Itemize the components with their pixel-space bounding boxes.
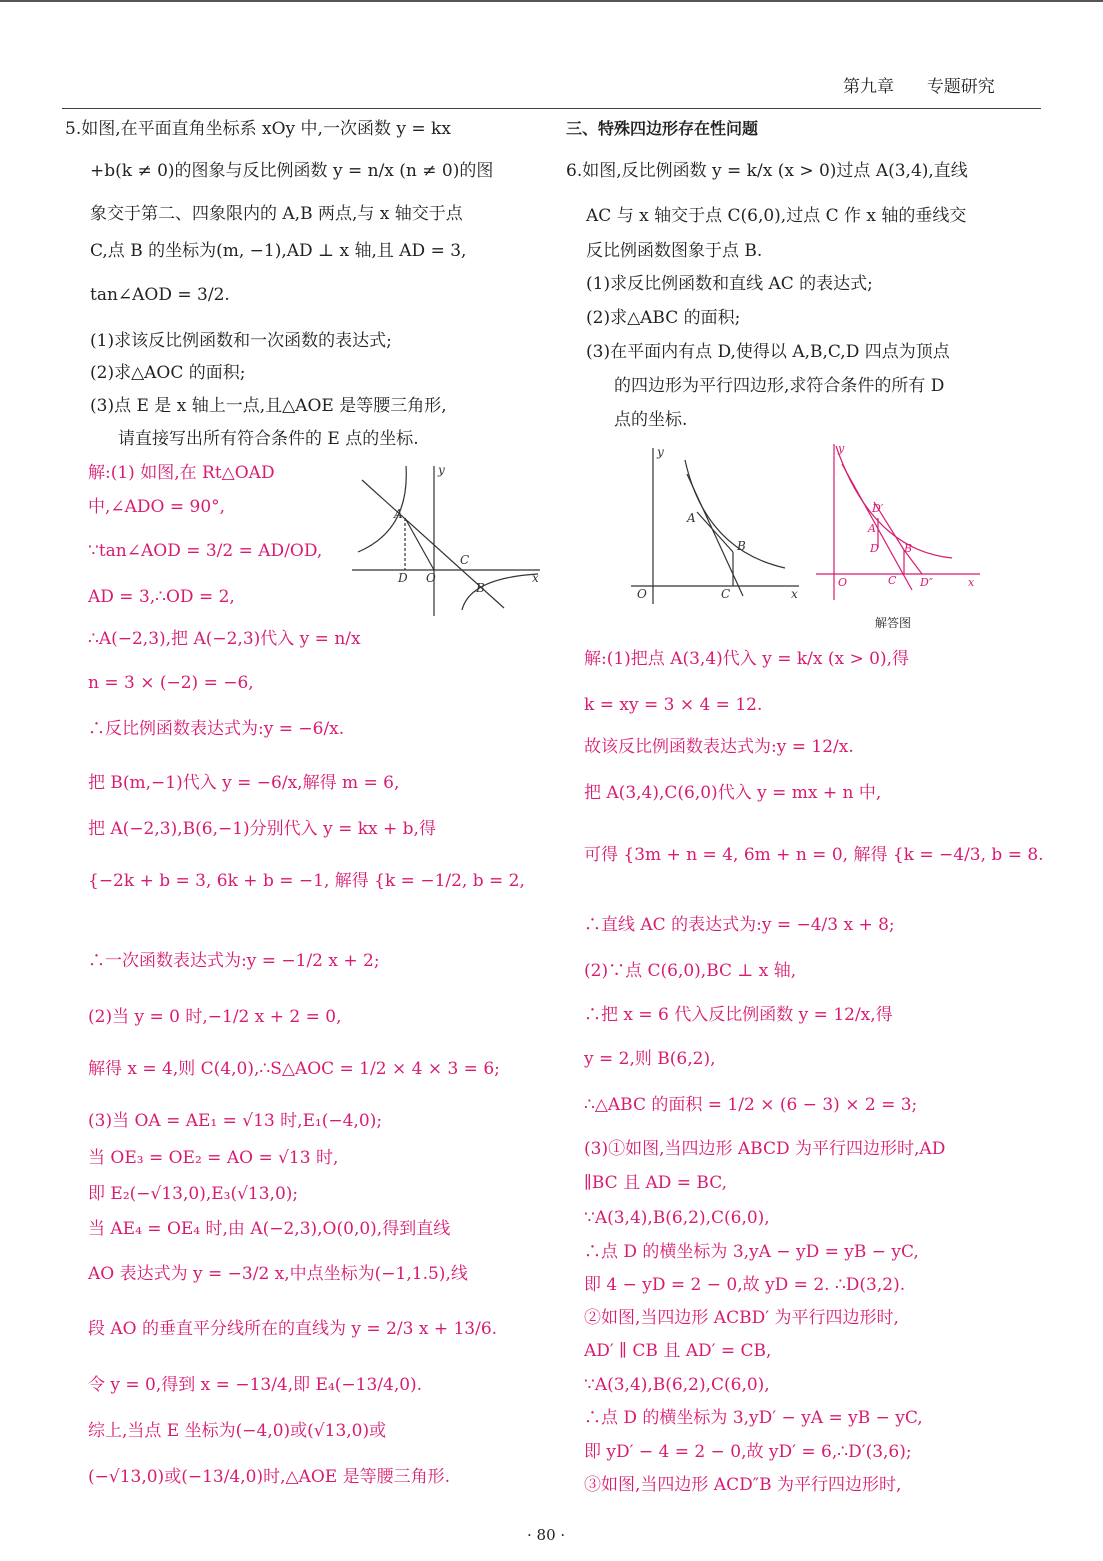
label-x: x	[532, 571, 539, 585]
solution-line: ∴△ABC 的面积 = 1/2 × (6 − 3) × 2 = 3;	[584, 1095, 918, 1115]
label-x: x	[791, 587, 798, 601]
problem-line: 点的坐标.	[614, 410, 688, 430]
label-D: D	[870, 542, 879, 555]
solution-line: ∥BC 且 AD = BC,	[584, 1173, 728, 1193]
solution-line: ∴把 x = 6 代入反比例函数 y = 12/x,得	[584, 1005, 893, 1025]
line-ac	[842, 464, 912, 590]
solution-line: 中,∠ADO = 90°,	[88, 497, 226, 517]
solution-line: 解:(1) 如图,在 Rt△OAD	[88, 463, 275, 483]
label-y: y	[838, 442, 845, 455]
solution-line: AO 表达式为 y = −3/2 x,中点坐标为(−1,1.5),线	[88, 1264, 468, 1284]
page-number: · 80 ·	[527, 1526, 566, 1544]
solution-line: (3)当 OA = AE₁ = √13 时,E₁(−4,0);	[88, 1111, 383, 1131]
solution-line: 段 AO 的垂直平分线所在的直线为 y = 2/3 x + 13/6.	[88, 1319, 498, 1339]
solution-line: (−√13,0)或(−13/4,0)时,△AOE 是等腰三角形.	[88, 1467, 451, 1487]
hyperbola	[685, 460, 785, 568]
line-ac	[687, 474, 743, 596]
label-O: O	[426, 571, 436, 585]
solution-line: ②如图,当四边形 ACBD′ 为平行四边形时,	[584, 1308, 899, 1328]
problem-line: 6.如图,反比例函数 y = k/x (x > 0)过点 A(3,4),直线	[566, 161, 968, 181]
solution-line: ∴一次函数表达式为:y = −1/2 x + 2;	[88, 951, 380, 971]
problem-line: tan∠AOD = 3/2.	[90, 285, 230, 305]
solution-line: AD = 3,∴OD = 2,	[88, 587, 235, 607]
label-y: y	[657, 445, 664, 459]
solution-line: 解:(1)把点 A(3,4)代入 y = k/x (x > 0),得	[584, 649, 909, 669]
solution-line: 故该反比例函数表达式为:y = 12/x.	[584, 737, 854, 757]
problem-figure	[625, 440, 805, 610]
top-border	[0, 0, 1103, 2]
chapter-label: 第九章	[843, 77, 894, 97]
problem-line: 的四边形为平行四边形,求符合条件的所有 D	[614, 376, 945, 396]
solution-line: 综上,当点 E 坐标为(−4,0)或(√13,0)或	[88, 1421, 387, 1441]
label-B: B	[476, 581, 485, 595]
problem-line: (2)求△AOC 的面积;	[90, 363, 246, 383]
label-D-double-prime: D″	[920, 576, 933, 589]
label-B: B	[904, 542, 913, 555]
solution-line: k = xy = 3 × 4 = 12.	[584, 695, 763, 715]
problem-line: 请直接写出所有符合条件的 E 点的坐标.	[118, 429, 419, 449]
solution-line: ∵A(3,4),B(6,2),C(6,0),	[584, 1375, 770, 1395]
label-C: C	[721, 587, 731, 601]
solution-line: 把 B(m,−1)代入 y = −6/x,解得 m = 6,	[88, 773, 400, 793]
label-x: x	[968, 576, 975, 589]
label-A: A	[394, 507, 403, 521]
solution-figure	[812, 440, 987, 610]
segment-ab	[697, 512, 733, 552]
label-O: O	[838, 576, 848, 589]
solution-line: 即 4 − yD = 2 − 0,故 yD = 2. ∴D(3,2).	[584, 1275, 906, 1295]
solution-line: ∴A(−2,3),把 A(−2,3)代入 y = n/x	[88, 629, 361, 649]
problem-line: (2)求△ABC 的面积;	[586, 308, 741, 328]
solution-line: 当 OE₃ = OE₂ = AO = √13 时,	[88, 1148, 339, 1168]
solution-line: (2)当 y = 0 时,−1/2 x + 2 = 0,	[88, 1007, 342, 1027]
problem-line: C,点 B 的坐标为(m, −1),AD ⊥ x 轴,且 AD = 3,	[90, 241, 467, 261]
problem-line: AC 与 x 轴交于点 C(6,0),过点 C 作 x 轴的垂线交	[586, 206, 967, 226]
solution-line: n = 3 × (−2) = −6,	[88, 673, 254, 693]
label-C: C	[460, 553, 470, 567]
problem-line: 反比例函数图象于点 B.	[586, 241, 763, 261]
solution-line: 即 yD′ − 4 = 2 − 0,故 yD′ = 6,∴D′(3,6);	[584, 1442, 912, 1462]
solution-line: 把 A(−2,3),B(6,−1)分别代入 y = kx + b,得	[88, 819, 436, 839]
problem-line: 5.如图,在平面直角坐标系 xOy 中,一次函数 y = kx	[65, 119, 451, 139]
problem-line: (1)求反比例函数和直线 AC 的表达式;	[586, 274, 873, 294]
solution-line: (2)∵点 C(6,0),BC ⊥ x 轴,	[584, 961, 797, 981]
solution-line: ∴点 D 的横坐标为 3,yD′ − yA = yB − yC,	[584, 1408, 923, 1428]
solution-line: AD′ ∥ CB 且 AD′ = CB,	[584, 1341, 772, 1361]
label-D: D	[398, 571, 408, 585]
solution-line: 令 y = 0,得到 x = −13/4,即 E₄(−13/4,0).	[88, 1375, 423, 1395]
label-y: y	[438, 463, 445, 477]
hyperbola	[836, 446, 952, 558]
section-title: 三、特殊四边形存在性问题	[566, 119, 759, 138]
solution-line: 当 AE₄ = OE₄ 时,由 A(−2,3),O(0,0),得到直线	[88, 1219, 451, 1239]
header-rule	[62, 108, 1041, 109]
problem-line: (3)在平面内有点 D,使得以 A,B,C,D 四点为顶点	[586, 342, 950, 362]
solution-line: 把 A(3,4),C(6,0)代入 y = mx + n 中,	[584, 783, 882, 803]
label-B: B	[737, 539, 746, 553]
solution-line: ∴点 D 的横坐标为 3,yA − yD = yB − yC,	[584, 1242, 919, 1262]
solution-line: ③如图,当四边形 ACD″B 为平行四边形时,	[584, 1475, 902, 1495]
left-figure	[348, 460, 548, 620]
label-O: O	[637, 587, 647, 601]
label-A: A	[868, 522, 876, 535]
solution-line: ∵A(3,4),B(6,2),C(6,0),	[584, 1208, 770, 1228]
solution-line: ∴直线 AC 的表达式为:y = −4/3 x + 8;	[584, 915, 895, 935]
figure-caption: 解答图	[875, 616, 912, 630]
ao-segment	[405, 518, 434, 570]
label-A: A	[687, 511, 696, 525]
problem-line: (3)点 E 是 x 轴上一点,且△AOE 是等腰三角形,	[90, 396, 447, 416]
solution-line: 即 E₂(−√13,0),E₃(√13,0);	[88, 1184, 299, 1204]
problem-line: (1)求该反比例函数和一次函数的表达式;	[90, 331, 392, 351]
solution-line: {−2k + b = 3, 6k + b = −1, 解得 {k = −1/2, b = 2,	[88, 871, 525, 891]
solution-line: 解得 x = 4,则 C(4,0),∴S△AOC = 1/2 × 4 × 3 = 6;	[88, 1059, 500, 1079]
solution-line: (3)①如图,当四边形 ABCD 为平行四边形时,AD	[584, 1139, 946, 1159]
solution-line: ∴反比例函数表达式为:y = −6/x.	[88, 719, 345, 739]
chapter-header	[843, 76, 995, 98]
label-D-prime: D′	[872, 502, 884, 515]
label-C: C	[888, 574, 897, 587]
solution-line: y = 2,则 B(6,2),	[584, 1049, 716, 1069]
chapter-title: 专题研究	[926, 77, 995, 97]
solution-line: ∵tan∠AOD = 3/2 = AD/OD,	[88, 541, 323, 561]
solution-line: 可得 {3m + n = 4, 6m + n = 0, 解得 {k = −4/3, b = 8.	[584, 845, 1044, 865]
problem-line: +b(k ≠ 0)的图象与反比例函数 y = n/x (n ≠ 0)的图	[90, 161, 494, 181]
problem-line: 象交于第二、四象限内的 A,B 两点,与 x 轴交于点	[90, 204, 463, 224]
